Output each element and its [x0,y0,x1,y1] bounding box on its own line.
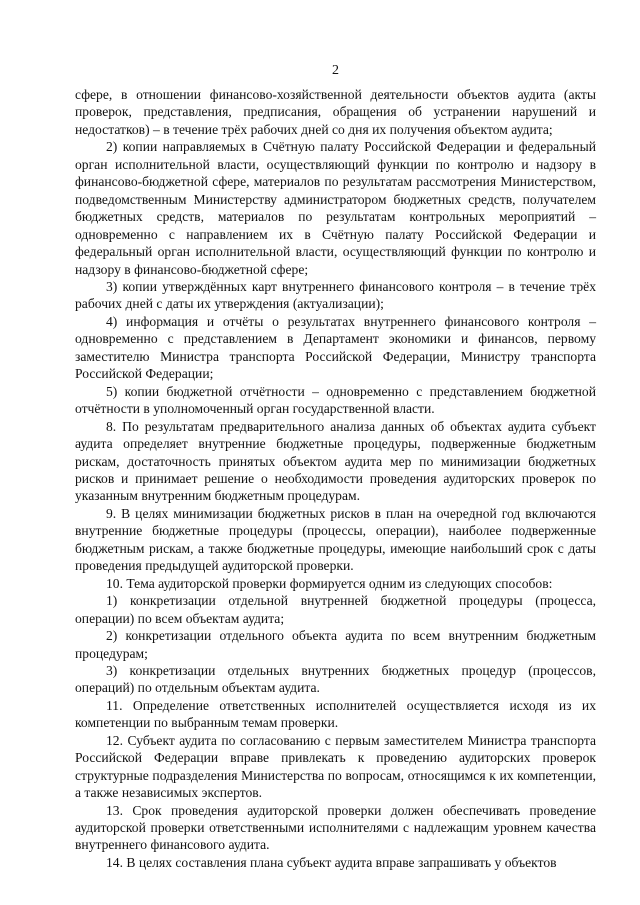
paragraph-clause-14: 14. В целях составления плана субъект аудита вправе запрашивать у объектов [106,854,557,870]
paragraph-item-5: 5) копии бюджетной отчётности – одновременно с представлением бюджетной отчётности в уполномоченный орган государственной власти. [75,383,596,417]
paragraph-clause-12: 12. Субъект аудита по согласованию с первым заместителем Министра транспорта Российской Федерации вправе привлекать к проведению аудиторских проверок структурные подразделения Министерства по вопросам, относящимся к их компетенции, а также независимых экспертов. [75,732,596,801]
paragraph-item-2: 2) копии направляемых в Счётную палату Российской Федерации и федеральный орган исполнительной власти, осуществляющий функции по контролю и надзору в финансово-бюджетной сфере, материалов по результатам рассмотрения Министерством, подведомственным Министерству администратором бюджетных средств, получателем бюджетных средств, материалов по результатам контрольных мероприятий – одновременно с направлением их в Счётную палату Российской Федерации и федеральный орган исполнительной власти, осуществляющий функции по контролю и надзору в финансово-бюджетной сфере; [75,139,596,277]
paragraph-clause-13: 13. Срок проведения аудиторской проверки должен обеспечивать проведение аудиторской проверки ответственными исполнителями с надлежащим уровнем качества внутреннего финансового аудита. [75,802,596,853]
paragraph-clause-9: 9. В целях минимизации бюджетных рисков в план на очередной год включаются внутренние бюджетные процедуры (процессы, операции), наиболее подверженные бюджетным рискам, а также бюджетные процедуры, имеющие наибольший срок с даты проведения предыдущей аудиторской проверки. [75,505,596,574]
paragraph-clause-11: 11. Определение ответственных исполнителей осуществляется исходя из их компетенции по выбранным темам проверки. [75,697,596,731]
paragraph-clause-8: 8. По результатам предварительного анализа данных об объектах аудита субъект аудита определяет внутренние бюджетные процедуры, подверженные бюджетным рискам, достаточность принятых объектом аудита мер по минимизации бюджетных рисков и принимает решение о необходимости проведения аудиторских проверок по указанным внутренним бюджетным процедурам. [75,418,596,504]
paragraph-clause-10-item-1: 1) конкретизации отдельной внутренней бюджетной процедуры (процесса, операции) по всем объектам аудита; [75,593,596,626]
paragraph-clause-10-item-2: 2) конкретизации отдельного объекта аудита по всем внутренним бюджетным процедурам; [75,628,596,661]
page-number: 2 [332,63,339,78]
paragraph-clause-10-item-3: 3) конкретизации отдельных внутренних бюджетных процедур (процессов, операций) по отдельным объектам аудита. [75,662,596,696]
paragraph-item-3: 3) копии утверждённых карт внутреннего финансового контроля – в течение трёх рабочих дней с даты их утверждения (актуализации); [75,278,596,312]
paragraph-continuation: сфере, в отношении финансово-хозяйственной деятельности объектов аудита (акты проверок, представления, предписания, обращения об устранении нарушений и недостатков) – в течение трёх рабочих дней со дня их получения объектом аудита; [75,87,596,137]
paragraph-item-4: 4) информация и отчёты о результатах внутреннего финансового контроля – одновременно с представлением в Департамент экономики и финансов, первому заместителю Министра транспорта Российской Федерации, Министру транспорта Российской Федерации; [75,313,596,382]
paragraph-clause-10: 10. Тема аудиторской проверки формируется одним из следующих способов: [106,575,553,591]
